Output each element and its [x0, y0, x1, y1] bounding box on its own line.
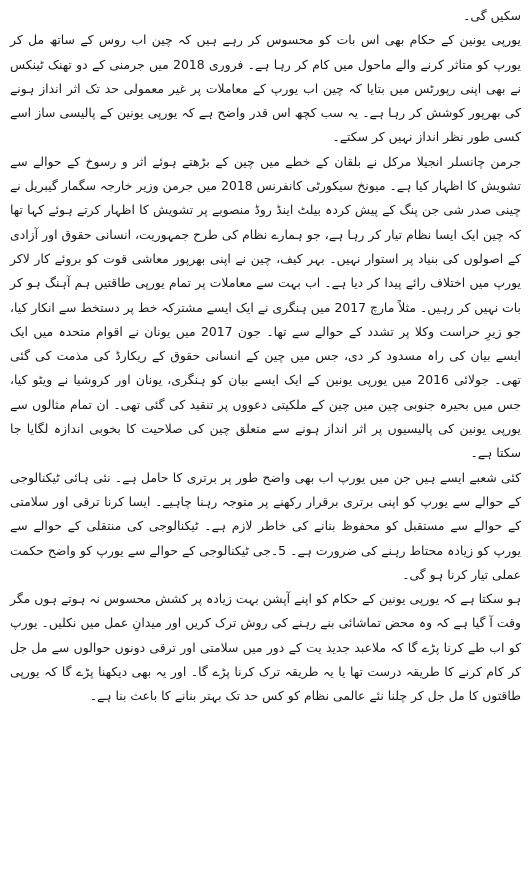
paragraph-continuation: سکیں گی۔: [463, 8, 521, 23]
paragraph-conclusion: ہو سکتا ہے کہ یورپی یونین کے حکام کو اپنے آپشن بہت زیادہ پر کشش محسوس نہ ہوتے ہوں مگر وقت آ گیا ہے کہ وہ محض تماشائی بنے رہنے کی روش ترک کریں اور میدانِ عمل میں نکلیں۔ یورپ کو اب طے کرنا پڑے گا کہ ملاعبد جدید یت کے دور میں سلامتی اور ترقی دونوں حوالوں سے مل جل کر کام کرنے کا طریقہ درست تھا یا یہ طریقہ ترک کرنا پڑے گا۔ اور یہ بھی دیکھنا پڑے گا کہ یورپی طاقتوں کا مل جل کر چلنا نئے عالمی نظام کو کس حد تک بہتر بنانے کا باعث بنا ہے۔: [10, 591, 521, 704]
paragraph-technology-edge: کئی شعبے ایسے ہیں جن میں یورپ اب بھی واضح طور پر برتری کا حامل ہے۔ نئی ہائی ٹیکنالوجی کے حوالے سے یورپ کو اپنی برتری برقرار رکھنے پر متوجہ رہنا چاہیے۔ ایسا کرنا ترقی اور سلامتی کے حوالے سے مستقبل کو محفوظ بنانے کی خاطر لازم ہے۔ ٹیکنالوجی کی منتقلی کے حوالے سے یورپ کو زیادہ محتاط رہنے کی ضرورت ہے۔ 5۔جی ٹیکنالوجی کے حوالے سے یورپ کو واضح حکمت عملی تیار کرنا ہو گی۔: [10, 469, 521, 582]
paragraph-eu-officials: یورپی یونین کے حکام بھی اس بات کو محسوس کر رہے ہیں کہ چین اب روس کے ساتھ مل کر یورپ کو متاثر کرنے والے ماحول میں کام کر رہا ہے۔ فروری 2018 میں جرمنی کے دو تھنک ٹینکس نے بھی اپنی رپورٹس میں بتایا کہ چین اب یورپ کے معاملات پر غیر معمولی حد تک اثر انداز ہونے کی بھرپور کوشش کر رہا ہے۔ یہ سب کچھ اس قدر واضح ہے کہ یورپی یونین کے پالیسی ساز اسے کسی طور نظر انداز نہیں کر سکتے۔: [10, 32, 521, 145]
paragraph-merkel-concerns: جرمن چانسلر انجیلا مرکل نے بلقان کے خطے میں چین کے بڑھتے ہوئے اثر و رسوخ کے حوالے سے تشویش کا اظہار کیا ہے۔ میونخ سیکورٹی کانفرنس 2018 میں جرمن وزیر خارجہ سگمار گیبریل نے چینی صدر شی جن پنگ کے پیش کردہ بیلٹ اینڈ روڈ منصوبے پر تشویش کا اظہار کرتے ہوئے کہا تھا کہ چین ایک ایسا نظام تیار کر رہا ہے، جو ہمارے نظام کی طرح جمہوریت، انسانی حقوق اور آزادی کے اصولوں کی بنیاد پر استوار نہیں۔ بہر کیف، چین نے اپنی بھرپور معاشی قوت کو بروئے کار لاکر یورپ میں اختلاف رائے پیدا کر دیا ہے۔ اب بہت سے معاملات پر تمام یورپی طاقتیں ہم آہنگ ہو کر بات نہیں کر رہیں۔ مثلاً مارچ 2017 میں ہنگری نے ایک ایسے مشترکہ خط پر دستخط سے انکار کیا، جو زیرِ حراست وکلا پر تشدد کے حوالے سے تھا۔ جون 2017 میں یونان نے اقوام متحدہ میں ایک ایسے بیان کی راہ مسدود کر دی، جس میں چین کے انسانی حقوق کے ریکارڈ کی مذمت کی گئی تھی۔ جولائی 2016 میں یورپی یونین کے ایک ایسے بیان کو ہنگری، یونان اور کروشیا نے ویٹو کیا، جس میں بحیرہ جنوبی چین میں چین کے ملکیتی دعووں پر تنقید کی گئی تھی۔ ان تمام مثالوں سے یورپی یونین کی پالیسیوں پر اثر انداز ہونے سے متعلق چین کی صلاحیت کا بخوبی اندازہ لگایا جا سکتا ہے۔: [10, 153, 521, 461]
